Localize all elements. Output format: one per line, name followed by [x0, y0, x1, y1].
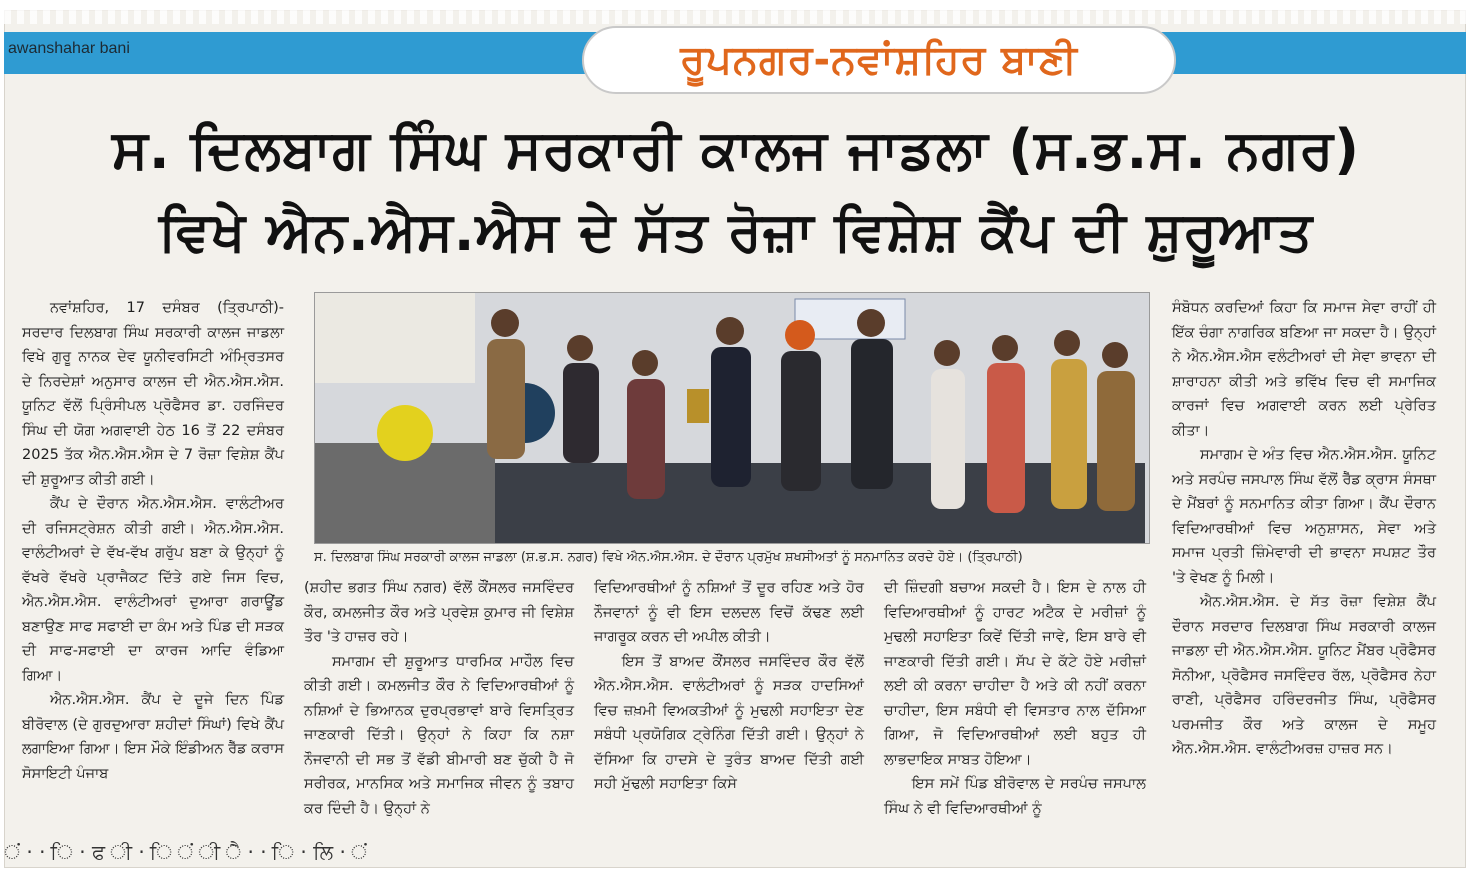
article-paragraph: ਐਨ.ਐਸ.ਐਸ. ਕੈਂਪ ਦੇ ਦੂਜੇ ਦਿਨ ਪਿੰਡ ਬੀਰੋਵਾਲ (ਦੇ ਗੁਰਦੁਆਰਾ ਸ਼ਹੀਦਾਂ ਸਿੰਘਾਂ) ਵਿਖੇ ਕੈਂਪ ਲਗਾਇਆ ਗਿਆ। ਇਸ ਮੌਕੇ ਇੰਡੀਅਨ ਰੈੱਡ ਕਰਾਸ ਸੋਸਾਇਟੀ ਪੰਜਾਬ — [22, 692, 284, 782]
article-column-4 — [884, 576, 1146, 821]
article-paragraph: ਐਨ.ਐਸ.ਐਸ. ਦੇ ਸੱਤ ਰੋਜ਼ਾ ਵਿਸ਼ੇਸ਼ ਕੈਂਪ ਦੌਰਾਨ ਸਰਦਾਰ ਦਿਲਬਾਗ ਸਿੰਘ ਸਰਕਾਰੀ ਕਾਲਜ ਜਾਡਲਾ ਦੀ ਐਨ.ਐਸ.ਐਸ. ਯੂਨਿਟ ਮੈਂਬਰ ਪ੍ਰੋਫੈਸਰ ਸੋਨੀਆ, ਪ੍ਰੋਫੈਸਰ ਜਸਵਿੰਦਰ ਰੱਲ, ਪ੍ਰੋਫੈਸਰ ਨੇਹਾ ਰਾਣੀ, ਪ੍ਰੋਫੈਸਰ ਹਰਿੰਦਰਜੀਤ ਸਿੰਘ, ਪ੍ਰੋਫੈਸਰ ਪਰਮਜੀਤ ਕੌਰ ਅਤੇ ਕਾਲਜ ਦੇ ਸਮੂਹ ਐਨ.ਐਸ.ਐਸ. ਵਾਲੰਟੀਅਰਜ਼ ਹਾਜ਼ਰ ਸਨ। — [1172, 594, 1436, 757]
newspaper-clipping — [4, 10, 1466, 868]
article-column-2 — [304, 576, 574, 821]
article-column-5 — [1172, 296, 1436, 762]
torn-edge — [4, 10, 1466, 24]
article-paragraph: ਸੰਬੋਧਨ ਕਰਦਿਆਂ ਕਿਹਾ ਕਿ ਸਮਾਜ ਸੇਵਾ ਰਾਹੀਂ ਹੀ ਇੱਕ ਚੰਗਾ ਨਾਗਰਿਕ ਬਣਿਆ ਜਾ ਸਕਦਾ ਹੈ। ਉਨ੍ਹਾਂ ਨੇ ਐਨ.ਐਸ.ਐਸ ਵਲੰਟੀਅਰਾਂ ਦੀ ਸੇਵਾ ਭਾਵਨਾ ਦੀ ਸ਼ਾਰਾਹਨਾ ਕੀਤੀ ਅਤੇ ਭਵਿੱਖ ਵਿਚ ਵੀ ਸਮਾਜਿਕ ਕਾਰਜਾਂ ਵਿਚ ਅਗਵਾਈ ਕਰਨ ਲਈ ਪ੍ਰੇਰਿਤ ਕੀਤਾ। — [1172, 300, 1436, 439]
photo-illustration — [315, 293, 1149, 543]
article-paragraph: ਸਮਾਗਮ ਦੇ ਅੰਤ ਵਿਚ ਐਨ.ਐਸ.ਐਸ. ਯੂਨਿਟ ਅਤੇ ਸਰਪੰਚ ਜਸਪਾਲ ਸਿੰਘ ਵੱਲੋਂ ਰੈੱਡ ਕ੍ਰਾਸ ਸੰਸਥਾ ਦੇ ਮੈਂਬਰਾਂ ਨੂੰ ਸਨਮਾਨਿਤ ਕੀਤਾ ਗਿਆ। ਕੈਂਪ ਦੌਰਾਨ ਵਿਦਿਆਰਥੀਆਂ ਵਿਚ ਅਨੁਸ਼ਾਸਨ, ਸੇਵਾ ਅਤੇ ਸਮਾਜ ਪ੍ਰਤੀ ਜ਼ਿੰਮੇਵਾਰੀ ਦੀ ਭਾਵਨਾ ਸਪਸ਼ਟ ਤੌਰ 'ਤੇ ਵੇਖਣ ਨੂੰ ਮਿਲੀ। — [1172, 447, 1436, 586]
article-paragraph: ਕੈਂਪ ਦੇ ਦੌਰਾਨ ਐਨ.ਐਸ.ਐਸ. ਵਾਲੰਟੀਅਰ ਦੀ ਰਜਿਸਟ੍ਰੇਸ਼ਨ ਕੀਤੀ ਗਈ। ਐਨ.ਐਸ.ਐਸ. ਵਾਲੰਟੀਅਰਾਂ ਦੇ ਵੱਖ-ਵੱਖ ਗਰੁੱਪ ਬਣਾ ਕੇ ਉਨ੍ਹਾਂ ਨੂੰ ਵੱਖਰੇ ਵੱਖਰੇ ਪ੍ਰਾਜੈਕਟ ਦਿੱਤੇ ਗਏ ਜਿਸ ਵਿਚ, ਐਨ.ਐਸ.ਐਸ. ਵਾਲੰਟੀਅਰਾਂ ਦੁਆਰਾ ਗਰਾਊਂਡ ਬਣਾਉਣ ਸਾਫ ਸਫਾਈ ਦਾ ਕੰਮ ਅਤੇ ਪਿੰਡ ਦੀ ਸੜਕ ਦੀ ਸਾਫ-ਸਫਾਈ ਦਾ ਕਾਰਜ ਆਦਿ ਵੰਡਿਆ ਗਿਆ। — [22, 496, 284, 684]
article-column-3 — [594, 576, 864, 797]
event-photo — [314, 292, 1150, 544]
article-paragraph: ਇਸ ਸਮੇਂ ਪਿੰਡ ਬੀਰੋਵਾਲ ਦੇ ਸਰਪੰਚ ਜਸਪਾਲ ਸਿੰਘ ਨੇ ਵੀ ਵਿਦਿਆਰਥੀਆਂ ਨੂੰ — [884, 776, 1146, 817]
article-paragraph: ਨਵਾਂਸ਼ਹਿਰ, 17 ਦਸੰਬਰ (ਤ੍ਰਿਪਾਠੀ)- ਸਰਦਾਰ ਦਿਲਬਾਗ ਸਿੰਘ ਸਰਕਾਰੀ ਕਾਲਜ ਜਾਡਲਾ ਵਿਖੇ ਗੁਰੂ ਨਾਨਕ ਦੇਵ ਯੂਨੀਵਰਸਿਟੀ ਅੰਮ੍ਰਿਤਸਰ ਦੇ ਨਿਰਦੇਸ਼ਾਂ ਅਨੁਸਾਰ ਕਾਲਜ ਦੀ ਐਨ.ਐਸ.ਐਸ. ਯੂਨਿਟ ਵੱਲੋਂ ਪ੍ਰਿੰਸੀਪਲ ਪ੍ਰੋਫੈਸਰ ਡਾ. ਹਰਜਿੰਦਰ ਸਿੰਘ ਦੀ ਯੋਗ ਅਗਵਾਈ ਹੇਠ 16 ਤੋਂ 22 ਦਸੰਬਰ 2025 ਤੱਕ ਐਨ.ਐਸ.ਐਸ ਦੇ 7 ਰੋਜ਼ਾ ਵਿਸ਼ੇਸ਼ ਕੈਂਪ ਦੀ ਸ਼ੁਰੂਆਤ ਕੀਤੀ ਗਈ। — [22, 300, 284, 488]
article-paragraph: ਵਿਦਿਆਰਥੀਆਂ ਨੂੰ ਨਸ਼ਿਆਂ ਤੋਂ ਦੂਰ ਰਹਿਣ ਅਤੇ ਹੋਰ ਨੌਜਵਾਨਾਂ ਨੂੰ ਵੀ ਇਸ ਦਲਦਲ ਵਿਚੋਂ ਕੱਢਣ ਲਈ ਜਾਗਰੂਕ ਕਰਨ ਦੀ ਅਪੀਲ ਕੀਤੀ। — [594, 580, 864, 645]
masthead-band-label: awanshahar bani — [8, 40, 130, 57]
masthead-title: ਰੂਪਨਗਰ-ਨਵਾਂਸ਼ਹਿਰ ਬਾਣੀ — [680, 37, 1078, 83]
masthead-title-box — [582, 26, 1176, 94]
headline-line-2: ਵਿਖੇ ਐਨ.ਐਸ.ਐਸ ਦੇ ਸੱਤ ਰੋਜ਼ਾ ਵਿਸ਼ੇਸ਼ ਕੈਂਪ ਦੀ ਸ਼ੁਰੂਆਤ — [158, 200, 1314, 263]
article-paragraph: ਸਮਾਗਮ ਦੀ ਸ਼ੁਰੂਆਤ ਧਾਰਮਿਕ ਮਾਹੌਲ ਵਿਚ ਕੀਤੀ ਗਈ। ਕਮਲਜੀਤ ਕੌਰ ਨੇ ਵਿਦਿਆਰਥੀਆਂ ਨੂੰ ਨਸ਼ਿਆਂ ਦੇ ਭਿਆਨਕ ਦੁਰਪ੍ਰਭਾਵਾਂ ਬਾਰੇ ਵਿਸਤ੍ਰਿਤ ਜਾਣਕਾਰੀ ਦਿੱਤੀ। ਉਨ੍ਹਾਂ ਨੇ ਕਿਹਾ ਕਿ ਨਸ਼ਾ ਨੌਜਵਾਨੀ ਦੀ ਸਭ ਤੋਂ ਵੱਡੀ ਬੀਮਾਰੀ ਬਣ ਚੁੱਕੀ ਹੈ ਜੋ ਸਰੀਰਕ, ਮਾਨਸਿਕ ਅਤੇ ਸਮਾਜਿਕ ਜੀਵਨ ਨੂੰ ਤਬਾਹ ਕਰ ਦਿੰਦੀ ਹੈ। ਉਨ੍ਹਾਂ ਨੇ — [304, 653, 574, 817]
article-paragraph: ਦੀ ਜ਼ਿੰਦਗੀ ਬਚਾਅ ਸਕਦੀ ਹੈ। ਇਸ ਦੇ ਨਾਲ ਹੀ ਵਿਦਿਆਰਥੀਆਂ ਨੂੰ ਹਾਰਟ ਅਟੈਕ ਦੇ ਮਰੀਜ਼ਾਂ ਨੂੰ ਮੁਢਲੀ ਸਹਾਇਤਾ ਕਿਵੇਂ ਦਿੱਤੀ ਜਾਵੇ, ਇਸ ਬਾਰੇ ਵੀ ਜਾਣਕਾਰੀ ਦਿੱਤੀ ਗਈ। ਸੱਪ ਦੇ ਕੱਟੇ ਹੋਏ ਮਰੀਜ਼ਾਂ ਲਈ ਕੀ ਕਰਨਾ ਚਾਹੀਦਾ ਹੈ ਅਤੇ ਕੀ ਨਹੀਂ ਕਰਨਾ ਚਾਹੀਦਾ, ਇਸ ਸਬੰਧੀ ਵੀ ਵਿਸਤਾਰ ਨਾਲ ਦੱਸਿਆ ਗਿਆ, ਜੋ ਵਿਦਿਆਰਥੀਆਂ ਲਈ ਬਹੁਤ ਹੀ ਲਾਭਦਾਇਕ ਸਾਬਤ ਹੋਇਆ। — [884, 580, 1146, 768]
photo-caption: ਸ. ਦਿਲਬਾਗ ਸਿੰਘ ਸਰਕਾਰੀ ਕਾਲਜ ਜਾਡਲਾ (ਸ਼.ਭ.ਸ. ਨਗਰ) ਵਿਖੇ ਐਨ.ਐਸ.ਐਸ. ਦੇ ਦੌਰਾਨ ਪ੍ਰਮੁੱਖ ਸ਼ਖਸੀਅਤਾਂ ਨੂੰ ਸਨਮਾਨਿਤ ਕਰਦੇ ਹੋਏ। (ਤ੍ਰਿਪਾਠੀ) — [314, 550, 1023, 565]
headline-line-1: ਸ. ਦਿਲਬਾਗ ਸਿੰਘ ਸਰਕਾਰੀ ਕਾਲਜ ਜਾਡਲਾ (ਸ.ਭ.ਸ. ਨਗਰ) — [112, 118, 1360, 181]
article-column-1 — [22, 296, 284, 786]
cut-off-next-article-line: ਂ · · ਿ · ਫ ੀ · ਿ ਂ ੀ ੈ · · ਿ · ਲਿ · ਂ — [4, 840, 367, 864]
article-paragraph: (ਸ਼ਹੀਦ ਭਗਤ ਸਿੰਘ ਨਗਰ) ਵੱਲੋਂ ਕੌਂਸਲਰ ਜਸਵਿੰਦਰ ਕੌਰ, ਕਮਲਜੀਤ ਕੌਰ ਅਤੇ ਪ੍ਰਵੇਸ਼ ਕੁਮਾਰ ਜੀ ਵਿਸ਼ੇਸ਼ ਤੌਰ 'ਤੇ ਹਾਜ਼ਰ ਰਹੇ। — [304, 580, 574, 645]
article-paragraph: ਇਸ ਤੋਂ ਬਾਅਦ ਕੌਂਸਲਰ ਜਸਵਿੰਦਰ ਕੌਰ ਵੱਲੋਂ ਐਨ.ਐਸ.ਐਸ. ਵਾਲੰਟੀਅਰਾਂ ਨੂੰ ਸੜਕ ਹਾਦਸਿਆਂ ਵਿਚ ਜ਼ਖ਼ਮੀ ਵਿਅਕਤੀਆਂ ਨੂੰ ਮੁਢਲੀ ਸਹਾਇਤਾ ਦੇਣ ਸਬੰਧੀ ਪ੍ਰਯੋਗਿਕ ਟ੍ਰੇਨਿੰਗ ਦਿੱਤੀ ਗਈ। ਉਨ੍ਹਾਂ ਨੇ ਦੱਸਿਆ ਕਿ ਹਾਦਸੇ ਦੇ ਤੁਰੰਤ ਬਾਅਦ ਦਿੱਤੀ ਗਈ ਸਹੀ ਮੁੱਢਲੀ ਸਹਾਇਤਾ ਕਿਸੇ — [594, 653, 864, 792]
